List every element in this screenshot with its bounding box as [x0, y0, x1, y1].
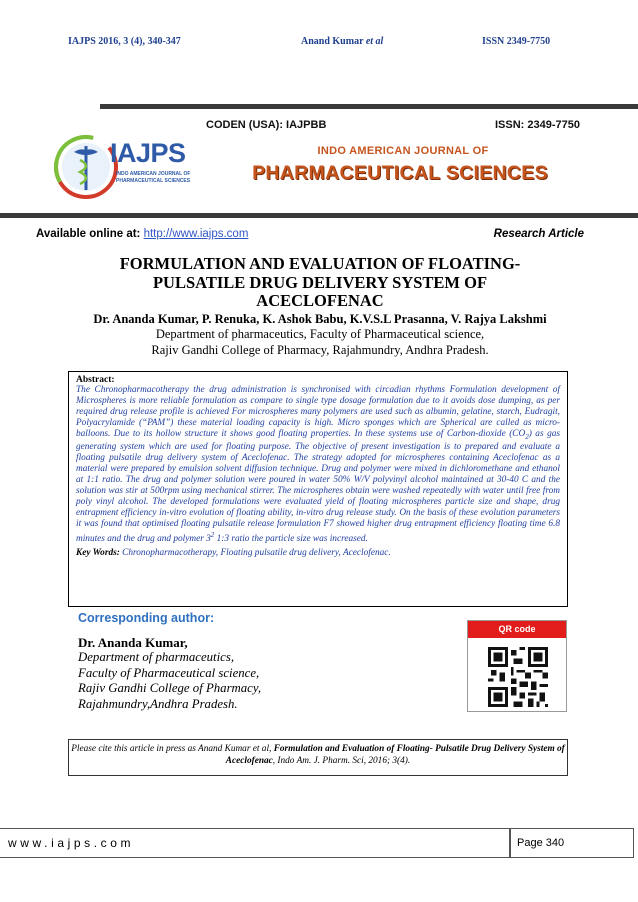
abstract-box [68, 371, 568, 607]
citation-prefix: Please cite this article in press as Anand Kumar et al, [71, 744, 272, 754]
top-rule [100, 104, 638, 109]
journal-name-big: PHARMACEUTICAL SCIENCES [252, 162, 548, 184]
logo-text: IAJPS [110, 138, 186, 168]
citation-box [68, 739, 568, 776]
abstract-body: The Chronopharmacotherapy the drug administration is synchronised with circadian rhythms Formulation development of Microspheres is more reliable formulation as compare to single type dosage formulation due to it avoids dose dumping, as per required drug release profile is achieved For microspheres many polymers are used such as albumin, gelatine, starch, Eudragit, Polyacrylamide (“PAM”) these material loading capacity is high. Micro sponges which are Spherical are called as micro-balloons. Due to its hollow structure it shows good floating properties. In these systems use of Carbon-dioxide $(CO_2)$ as gas generating system which are used for floating purpose. The objective of present investigation is to prepared and evaluate a floating pulsatile drug delivery system of Aceclofenac. The strategy adopted for microspheres containing Aceclofenac as a material were prepared by emulsion solvent diffusion technique. Drug and polymer were mixed in dichloromethane and ethanol at 1:1 ratio. The drug and polymer solution were poured in water 50% W/V polyvinyl alcohol maintained at 30-40 C and the solution was stir at 500rpm using mechanical stirrer. The microspheres obtain were washed repeatedly with water until free from poly vinyl alcohol. The developed formulations were evaluated yield of floating microspheres particle size and shape, drug entrapment efficiency in-vitro evolution of floating ability, in-vitro drug release study. On the basis of these evolution parameters it was found that optimised floating pulsatile release formulation F7 showed higher drug entrapment efficiency floating time 6.8 minutes and the drug and polymer $3^2$ 1:3 ratio the particle size was increased. [76, 385, 560, 544]
affiliation-line: Rajiv Gandhi College of Pharmacy, Rajahmundry, Andhra Pradesh. [151, 342, 489, 357]
footer-site[interactable]: www.iajps.com [8, 836, 135, 850]
footer-site-box [0, 828, 510, 858]
journal-logo [48, 124, 191, 210]
coden: CODEN (USA): IAJPBB [206, 119, 327, 131]
page-footer [0, 828, 638, 858]
qr-code-icon [488, 647, 548, 707]
journal-name-small: INDO AMERICAN JOURNAL OF [317, 145, 489, 157]
abstract-heading: Abstract: [76, 375, 115, 385]
corresponding-name: Dr. Ananda Kumar, [78, 635, 188, 650]
journal-url-link[interactable]: http://www.iajps.com [143, 228, 249, 240]
address-line: Rajahmundry,Andhra Pradesh. [78, 696, 238, 711]
keywords [76, 548, 560, 558]
title-line: FORMULATION AND EVALUATION OF FLOATING- [119, 254, 521, 273]
title-line: PULSATILE DRUG DELIVERY SYSTEM OF [152, 272, 488, 292]
citation-suffix: , Indo Am. J. Pharm. Sci, 2016; 3(4). [272, 755, 411, 766]
article-title [60, 255, 580, 311]
address-line: Faculty of Pharmaceutical science, [78, 665, 260, 680]
qr-code-box[interactable] [467, 620, 567, 712]
logo-subtext-2: PHARMACEUTICAL SCIENCES [116, 178, 191, 184]
keywords-text: Chronopharmacotherapy, Floating pulsatile drug delivery, Aceclofenac. [122, 547, 391, 558]
footer-page-number: Page 340 [510, 828, 634, 858]
header-author: Anand Kumar et al [301, 36, 384, 47]
keywords-label: Key Words: [76, 547, 120, 558]
address-line: Department of pharmaceutics, [78, 650, 235, 664]
address-line: Rajiv Gandhi College of Pharmacy, [78, 681, 262, 695]
header-citation: IAJPS 2016, 3 (4), 340-347 [68, 36, 181, 47]
availability-label: Available online at: [36, 228, 141, 240]
availability-line [36, 228, 584, 240]
citation-title: Formulation and Evaluation of Floating- Pulsatile Drug Delivery System of Aceclofenac [225, 744, 565, 766]
article-authors: Dr. Ananda Kumar, P. Renuka, K. Ashok Babu, K.V.S.L Prasanna, V. Rajya Lakshmi [93, 312, 547, 326]
masthead-coden-line [206, 119, 606, 131]
qr-label: QR code [468, 621, 566, 638]
header-issn: ISSN 2349-7750 [482, 36, 551, 47]
article-affiliation [40, 327, 600, 358]
running-header [0, 36, 638, 52]
masthead-issn: ISSN: 2349-7750 [495, 119, 580, 131]
affiliation-line: Department of pharmaceutics, Faculty of Pharmaceutical science, [155, 327, 485, 341]
corresponding-address [78, 650, 261, 712]
logo-subtext-1: INDO AMERICAN JOURNAL OF [116, 171, 191, 177]
corresponding-heading: Corresponding author: [78, 611, 215, 625]
article-type: Research Article [493, 228, 584, 240]
title-line: ACECLOFENAC [256, 291, 384, 310]
mid-rule [0, 213, 638, 218]
